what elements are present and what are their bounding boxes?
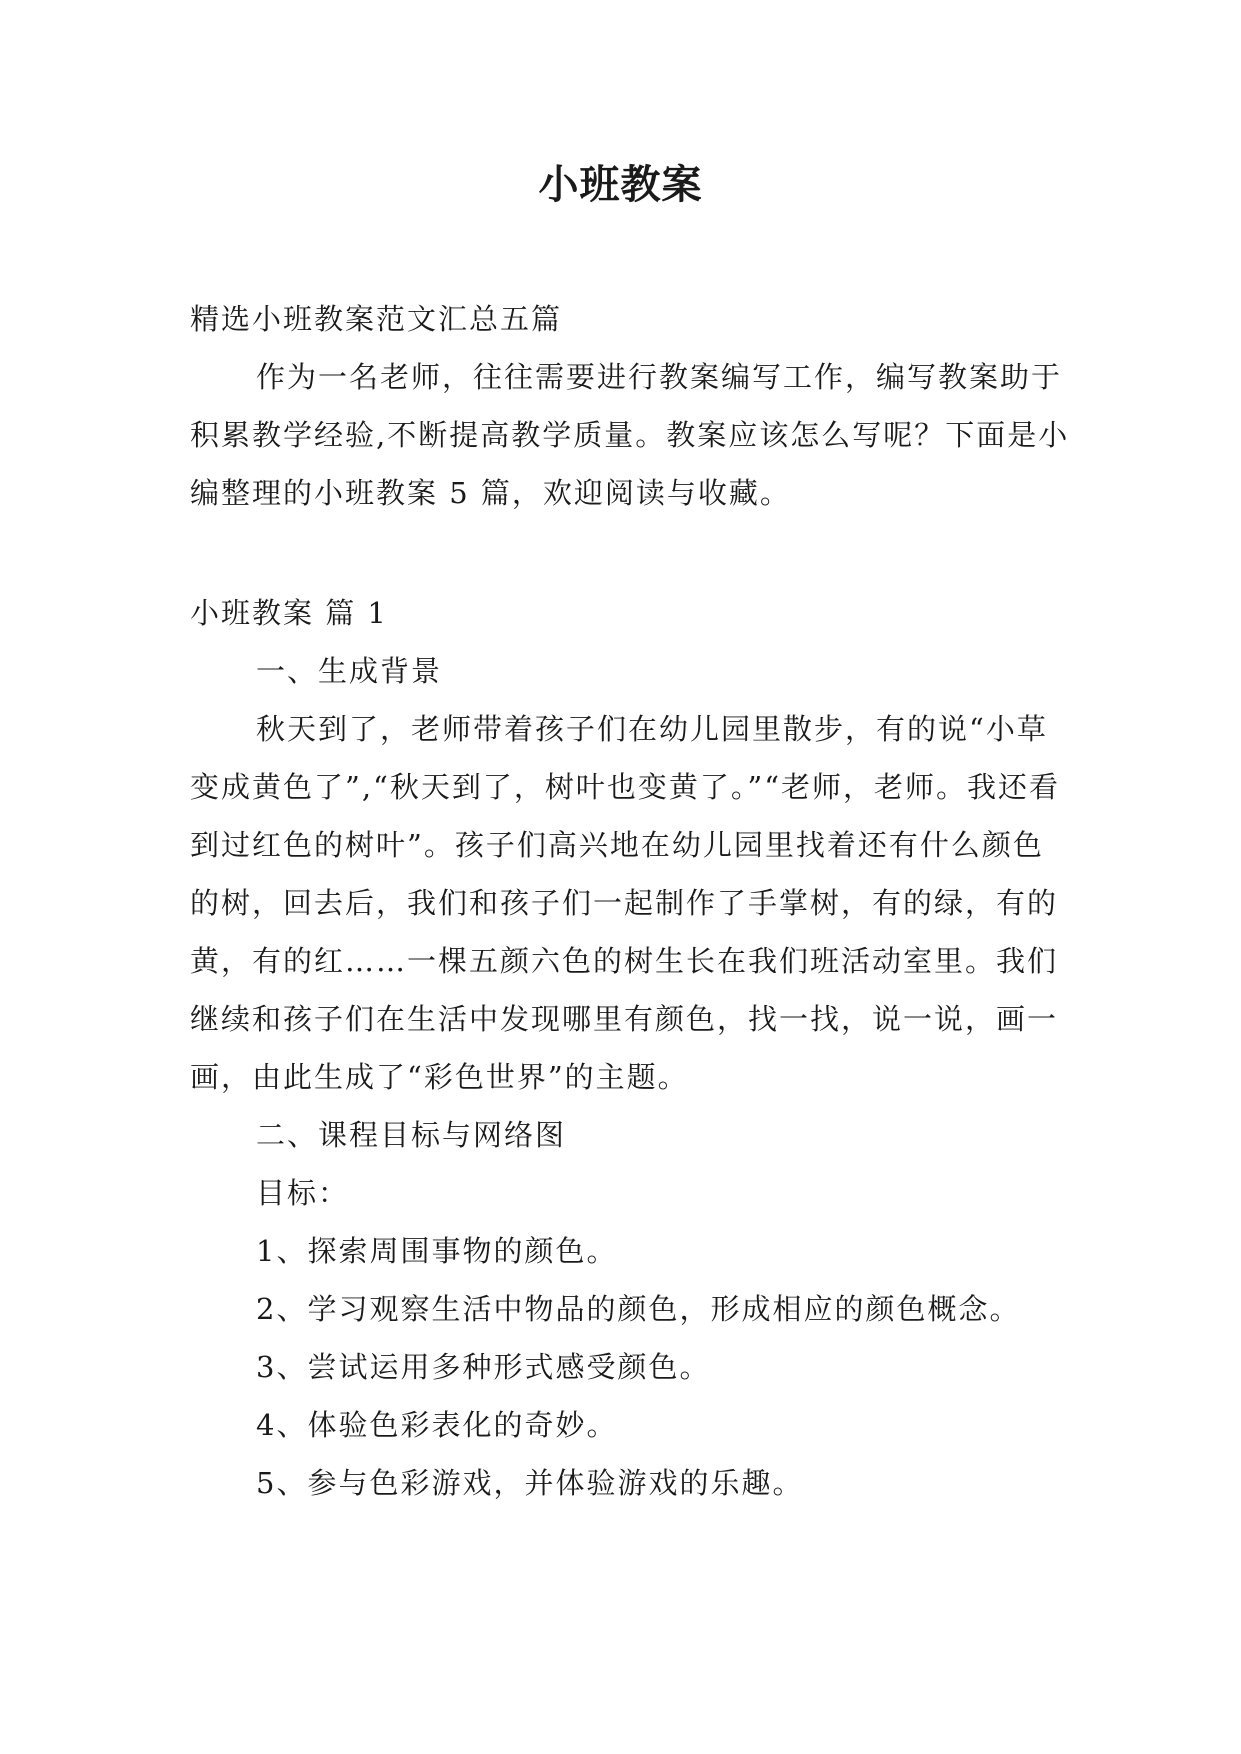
intro-paragraph: 作为一名老师，往往需要进行教案编写工作，编写教案助于积累教学经验,不断提高教学质量。教案应该怎么写呢？下面是小编整理的小班教案 5 篇，欢迎阅读与收藏。 [190, 360, 1070, 510]
goals-label: 目标： [256, 1176, 350, 1210]
part2-heading: 二、课程目标与网络图 [256, 1118, 567, 1152]
goal-item: 4、体验色彩表化的奇妙。 [256, 1408, 618, 1442]
goal-item: 2、学习观察生活中物品的颜色，形成相应的颜色概念。 [256, 1292, 1021, 1326]
page-title: 小班教案 [538, 161, 703, 208]
part1-heading: 一、生成背景 [256, 654, 443, 688]
document-body [190, 290, 1070, 1512]
section-heading: 小班教案 篇 1 [190, 596, 388, 630]
spacer [190, 522, 1070, 584]
goal-item: 1、探索周围事物的颜色。 [256, 1234, 618, 1268]
goal-item: 3、尝试运用多种形式感受颜色。 [256, 1350, 711, 1384]
part1-paragraph: 秋天到了，老师带着孩子们在幼儿园里散步，有的说“小草变成黄色了”,“秋天到了，树叶也变黄了。”“老师，老师。我还看到过红色的树叶”。孩子们高兴地在幼儿园里找着还有什么颜色的树，回去后，我们和孩子们一起制作了手掌树，有的绿，有的黄，有的红……一棵五颜六色的树生长在我们班活动室里。我们继续和孩子们在生活中发现哪里有颜色，找一找，说一说，画一画，由此生成了“彩色世界”的主题。 [190, 712, 1061, 1094]
document-subtitle: 精选小班教案范文汇总五篇 [190, 302, 563, 336]
goal-item: 5、参与色彩游戏，并体验游戏的乐趣。 [256, 1466, 804, 1500]
